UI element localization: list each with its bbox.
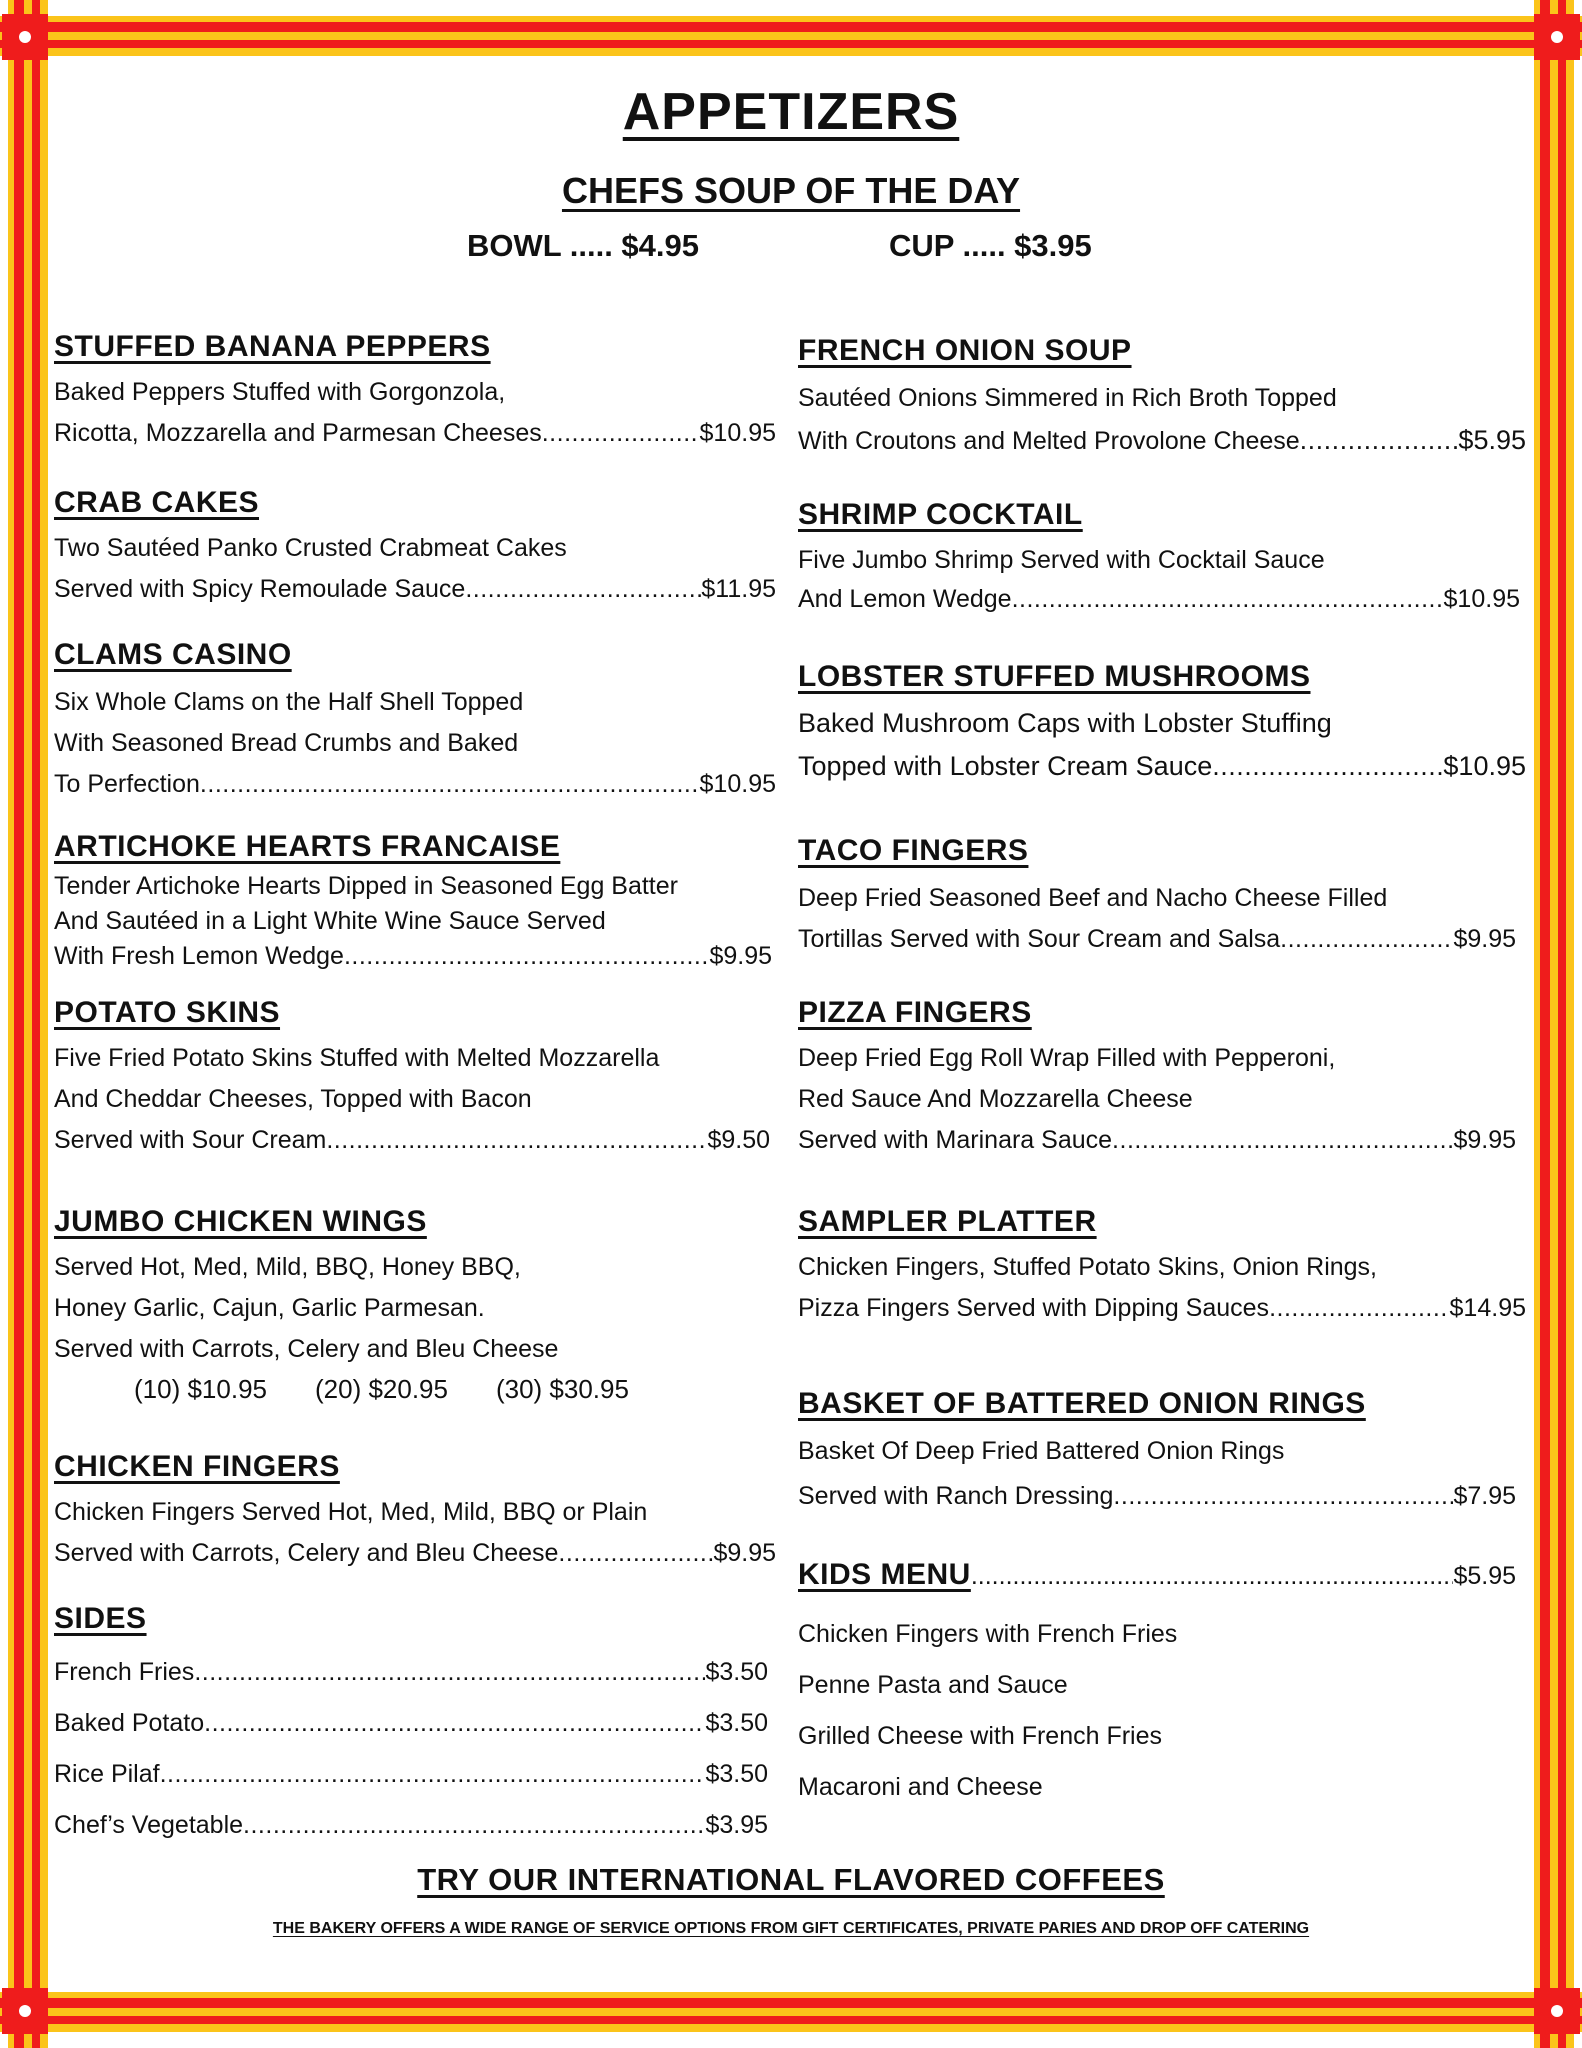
item-description: Sautéed Onions Simmered in Rich Broth Topped: [798, 384, 1337, 412]
item-description: Six Whole Clams on the Half Shell Topped: [54, 688, 524, 716]
wing-price-30: (30) $30.95: [495, 1374, 629, 1404]
kids-menu-header: [798, 1558, 1516, 1592]
item-description: Chicken Fingers Served Hot, Med, Mild, BBQ or Plain: [54, 1498, 648, 1526]
item-description: Baked Mushroom Caps with Lobster Stuffing: [798, 708, 1332, 738]
item-description-price-line: To Perfection ..... $10.95: [54, 770, 776, 799]
item-title: POTATO SKINS: [54, 996, 281, 1029]
item-description-price-line: Served with Spicy Remoulade Sauce ..... $11.95: [54, 575, 776, 604]
item-price: $11.95: [701, 575, 776, 603]
item-title: FRENCH ONION SOUP: [798, 334, 1132, 367]
item-title: CLAMS CASINO: [54, 638, 292, 671]
item-price: $10.95: [699, 419, 776, 447]
soup-cup-price: CUP ..... $3.95: [889, 228, 1092, 263]
item-title: CRAB CAKES: [54, 486, 260, 519]
item-description: Five Jumbo Shrimp Served with Cocktail Sauce: [798, 546, 1325, 574]
wing-price-10: (10) $10.95: [134, 1374, 267, 1404]
item-price: $9.95: [709, 942, 772, 970]
border-left: [8, 0, 48, 2048]
menu-item-pizza-fingers: [798, 996, 1516, 1155]
item-description-price-line: Ricotta, Mozzarella and Parmesan Cheeses ..... $10.95: [54, 419, 776, 448]
kids-item: Macaroni and Cheese: [798, 1773, 1043, 1801]
kids-menu-price: $5.95: [1453, 1562, 1516, 1590]
menu-item-french-onion-soup: [798, 334, 1526, 456]
menu-item-clams-casino: [54, 638, 776, 799]
menu-item-basket-of-battered-onion-rings: [798, 1387, 1516, 1511]
item-description: With Seasoned Bread Crumbs and Baked: [54, 729, 519, 757]
side-item-baked-potato: Baked Potato ..... $3.50: [54, 1709, 768, 1738]
item-description: Five Fried Potato Skins Stuffed with Melted Mozzarella: [54, 1044, 660, 1072]
item-title: BASKET OF BATTERED ONION RINGS: [798, 1387, 1366, 1420]
menu-item-crab-cakes: [54, 486, 776, 604]
soup-bowl-price: BOWL ..... $4.95: [467, 228, 700, 263]
item-description: Tender Artichoke Hearts Dipped in Seasoned Egg Batter: [54, 872, 678, 900]
item-description-price-line: Pizza Fingers Served with Dipping Sauces ..... $14.95: [798, 1294, 1526, 1323]
item-description: Chicken Fingers, Stuffed Potato Skins, Onion Rings,: [798, 1253, 1378, 1281]
item-title: SHRIMP COCKTAIL: [798, 498, 1083, 531]
item-description-price-line: Served with Carrots, Celery and Bleu Cheese ..... $9.95: [54, 1539, 776, 1568]
border-top: [0, 16, 1582, 56]
item-description-price-line: With Croutons and Melted Provolone Cheese ..... $5.95: [798, 425, 1526, 456]
item-title: SAMPLER PLATTER: [798, 1205, 1097, 1238]
corner-bottom-left: [2, 1988, 48, 2034]
item-price: $5.95: [1458, 425, 1526, 455]
border-right: [1534, 0, 1574, 2048]
item-price: $9.95: [1453, 925, 1516, 953]
menu-item-chicken-fingers: [54, 1450, 776, 1568]
item-description-price-line: Topped with Lobster Cream Sauce ..... $10.95: [798, 751, 1526, 782]
wing-price-options: [54, 1374, 770, 1405]
item-description: Basket Of Deep Fried Battered Onion Rings: [798, 1437, 1285, 1465]
side-item-rice-pilaf: Rice Pilaf ..... $3.50: [54, 1760, 768, 1789]
item-description-price-line: Served with Marinara Sauce ..... $9.95: [798, 1126, 1516, 1155]
side-item-french-fries: French Fries ..... $3.50: [54, 1658, 768, 1687]
menu-item-lobster-stuffed-mushrooms: [798, 660, 1526, 782]
item-description-price-line: And Lemon Wedge ..... $10.95: [798, 585, 1520, 614]
menu-item-artichoke-hearts-francaise: [54, 830, 772, 971]
item-price: $7.95: [1453, 1482, 1516, 1510]
menu-section-sides: [54, 1602, 768, 1840]
menu-item-jumbo-chicken-wings: [54, 1205, 770, 1405]
item-description-price-line: With Fresh Lemon Wedge ..... $9.95: [54, 942, 772, 971]
corner-bottom-right: [1534, 1988, 1580, 2034]
item-price: $14.95: [1449, 1294, 1526, 1322]
section-title: KIDS MENU: [798, 1558, 971, 1591]
item-description: Red Sauce And Mozzarella Cheese: [798, 1085, 1193, 1113]
item-price: $9.95: [1453, 1126, 1516, 1154]
corner-top-left: [2, 14, 48, 60]
item-title: TACO FINGERS: [798, 834, 1029, 867]
side-item-chefs-vegetable: Chef’s Vegetable ..... $3.95: [54, 1811, 768, 1840]
wing-price-20: (20) $20.95: [314, 1374, 448, 1404]
item-title: LOBSTER STUFFED MUSHROOMS: [798, 660, 1311, 693]
item-price: $10.95: [1443, 585, 1520, 613]
item-description-price-line: Served with Ranch Dressing ..... $7.95: [798, 1482, 1516, 1511]
kids-item: Chicken Fingers with French Fries: [798, 1620, 1178, 1648]
kids-item: Penne Pasta and Sauce: [798, 1671, 1068, 1699]
border-bottom: [0, 1992, 1582, 2032]
item-description: Two Sautéed Panko Crusted Crabmeat Cakes: [54, 534, 567, 562]
menu-item-sampler-platter: [798, 1205, 1526, 1323]
section-title: SIDES: [54, 1602, 147, 1635]
corner-top-right: [1534, 14, 1580, 60]
menu-item-stuffed-banana-peppers: [54, 330, 776, 448]
item-description-price-line: Tortillas Served with Sour Cream and Salsa ..... $9.95: [798, 925, 1516, 954]
item-price: $10.95: [1443, 751, 1526, 781]
menu-section-kids-menu: [798, 1558, 1516, 1802]
item-description-price-line: Served with Sour Cream ..... $9.50: [54, 1126, 770, 1155]
service-options-note: THE BAKERY OFFERS A WIDE RANGE OF SERVICE OPTIONS FROM GIFT CERTIFICATES, PRIVATE PARIES AND DROP OFF CATERING: [272, 1920, 1310, 1937]
item-price: $9.50: [707, 1126, 770, 1154]
menu-item-shrimp-cocktail: [798, 498, 1520, 614]
item-description: Baked Peppers Stuffed with Gorgonzola,: [54, 378, 506, 406]
item-title: CHICKEN FINGERS: [54, 1450, 340, 1483]
soup-of-day-title: CHEFS SOUP OF THE DAY: [561, 170, 1021, 211]
item-description: And Cheddar Cheeses, Topped with Bacon: [54, 1085, 532, 1113]
menu-item-potato-skins: [54, 996, 770, 1155]
kids-item: Grilled Cheese with French Fries: [798, 1722, 1163, 1750]
item-title: PIZZA FINGERS: [798, 996, 1032, 1029]
item-price: $9.95: [713, 1539, 776, 1567]
item-description: Deep Fried Egg Roll Wrap Filled with Pepperoni,: [798, 1044, 1336, 1072]
coffee-promo: TRY OUR INTERNATIONAL FLAVORED COFFEES: [417, 1862, 1165, 1897]
item-price: $10.95: [699, 770, 776, 798]
item-description: Served Hot, Med, Mild, BBQ, Honey BBQ,: [54, 1253, 521, 1281]
item-title: ARTICHOKE HEARTS FRANCAISE: [54, 830, 561, 863]
item-title: STUFFED BANANA PEPPERS: [54, 330, 491, 363]
item-description: Honey Garlic, Cajun, Garlic Parmesan.: [54, 1294, 485, 1322]
item-description: Served with Carrots, Celery and Bleu Cheese: [54, 1335, 559, 1363]
menu-item-taco-fingers: [798, 834, 1516, 954]
item-description: Deep Fried Seasoned Beef and Nacho Cheese Filled: [798, 884, 1388, 912]
page-title: APPETIZERS: [622, 83, 960, 141]
item-title: JUMBO CHICKEN WINGS: [54, 1205, 427, 1238]
item-description: And Sautéed in a Light White Wine Sauce Served: [54, 907, 606, 935]
